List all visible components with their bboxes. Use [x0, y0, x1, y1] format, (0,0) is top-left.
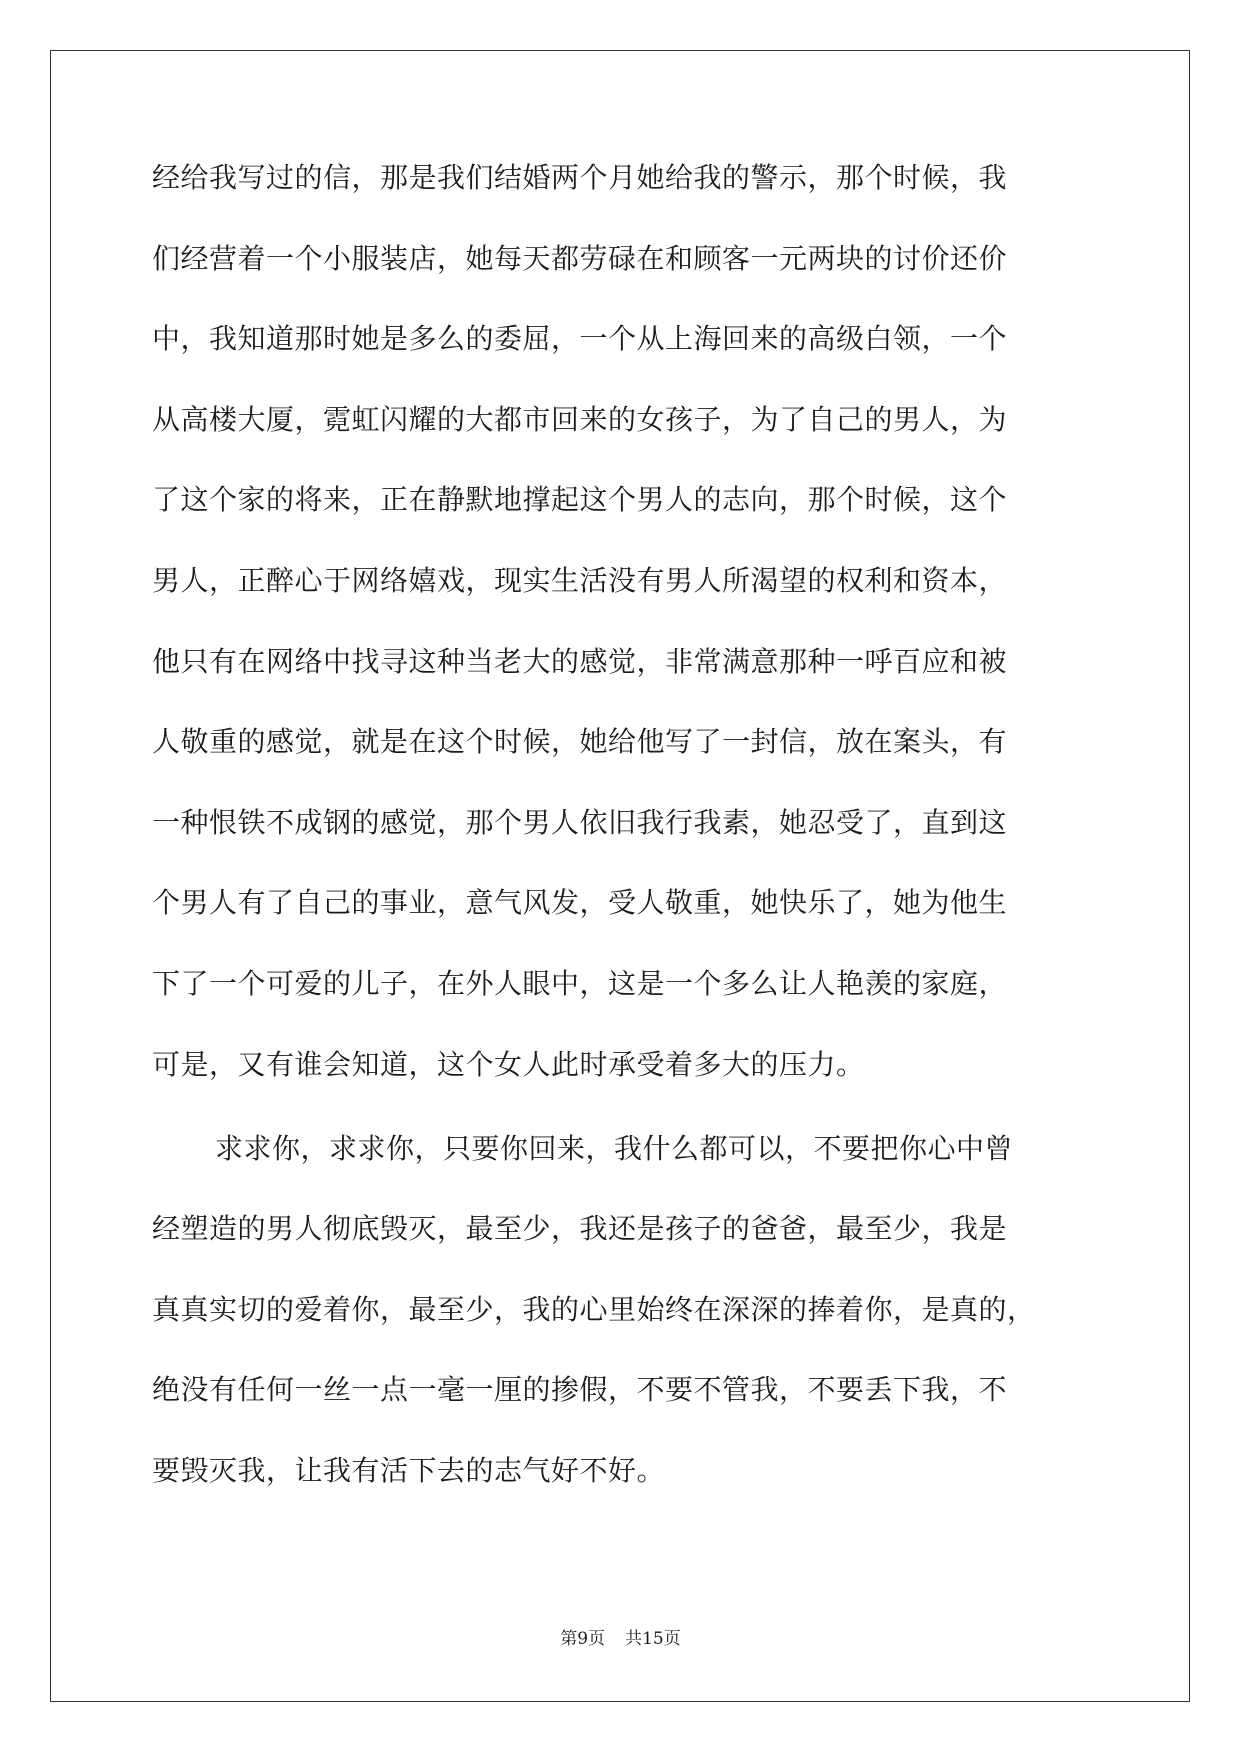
text-line: 男人，正醉心于网络嬉戏，现实生活没有男人所渴望的权利和资本，: [152, 565, 1008, 597]
text-line: 经塑造的男人彻底毁灭，最至少，我还是孩子的爸爸，最至少，我是: [152, 1214, 1008, 1246]
text-line: 个男人有了自己的事业，意气风发，受人敬重，她快乐了，她为他生: [152, 888, 1008, 920]
text-line: 了这个家的将来，正在静默地撑起这个男人的志向，那个时候，这个: [152, 485, 1008, 517]
text-line: 真真实切的爱着你，最至少，我的心里始终在深深的捧着你，是真的，: [152, 1294, 1036, 1326]
text-line: 人敬重的感觉，就是在这个时候，她给他写了一封信，放在案头，有: [152, 727, 1008, 759]
text-line: 们经营着一个小服装店，她每天都劳碌在和顾客一元两块的讨价还价: [152, 243, 1008, 275]
text-line: 可是，又有谁会知道，这个女人此时承受着多大的压力。: [152, 1049, 865, 1081]
text-line: 绝没有任何一丝一点一毫一厘的掺假，不要不管我，不要丢下我，不: [152, 1375, 1008, 1407]
text-line: 经给我写过的信，那是我们结婚两个月她给我的警示，那个时候，我: [152, 163, 1008, 194]
paragraph-first-line: 求求你，求求你，只要你回来，我什么都可以，不要把你心中曾: [215, 1133, 1014, 1165]
text-line: 要毁灭我，让我有活下去的志气好不好。: [152, 1455, 666, 1487]
text-line: 一种恨铁不成钢的感觉，那个男人依旧我行我素，她忍受了，直到这: [152, 807, 1008, 839]
text-line: 下了一个可爱的儿子，在外人眼中，这是一个多么让人艳羡的家庭，: [152, 968, 1008, 1000]
page-number: 第9页: [560, 1629, 606, 1649]
text-line: 他只有在网络中找寻这种当老大的感觉，非常满意那种一呼百应和被: [152, 646, 1008, 678]
text-line: 中，我知道那时她是多么的委屈，一个从上海回来的高级白领，一个: [152, 324, 1008, 356]
page-total: 共15页: [625, 1629, 681, 1649]
page-footer: [0, 1624, 1241, 1649]
text-line: 从高楼大厦，霓虹闪耀的大都市回来的女孩子，为了自己的男人，为: [152, 404, 1008, 436]
document-body: [152, 163, 1092, 1537]
